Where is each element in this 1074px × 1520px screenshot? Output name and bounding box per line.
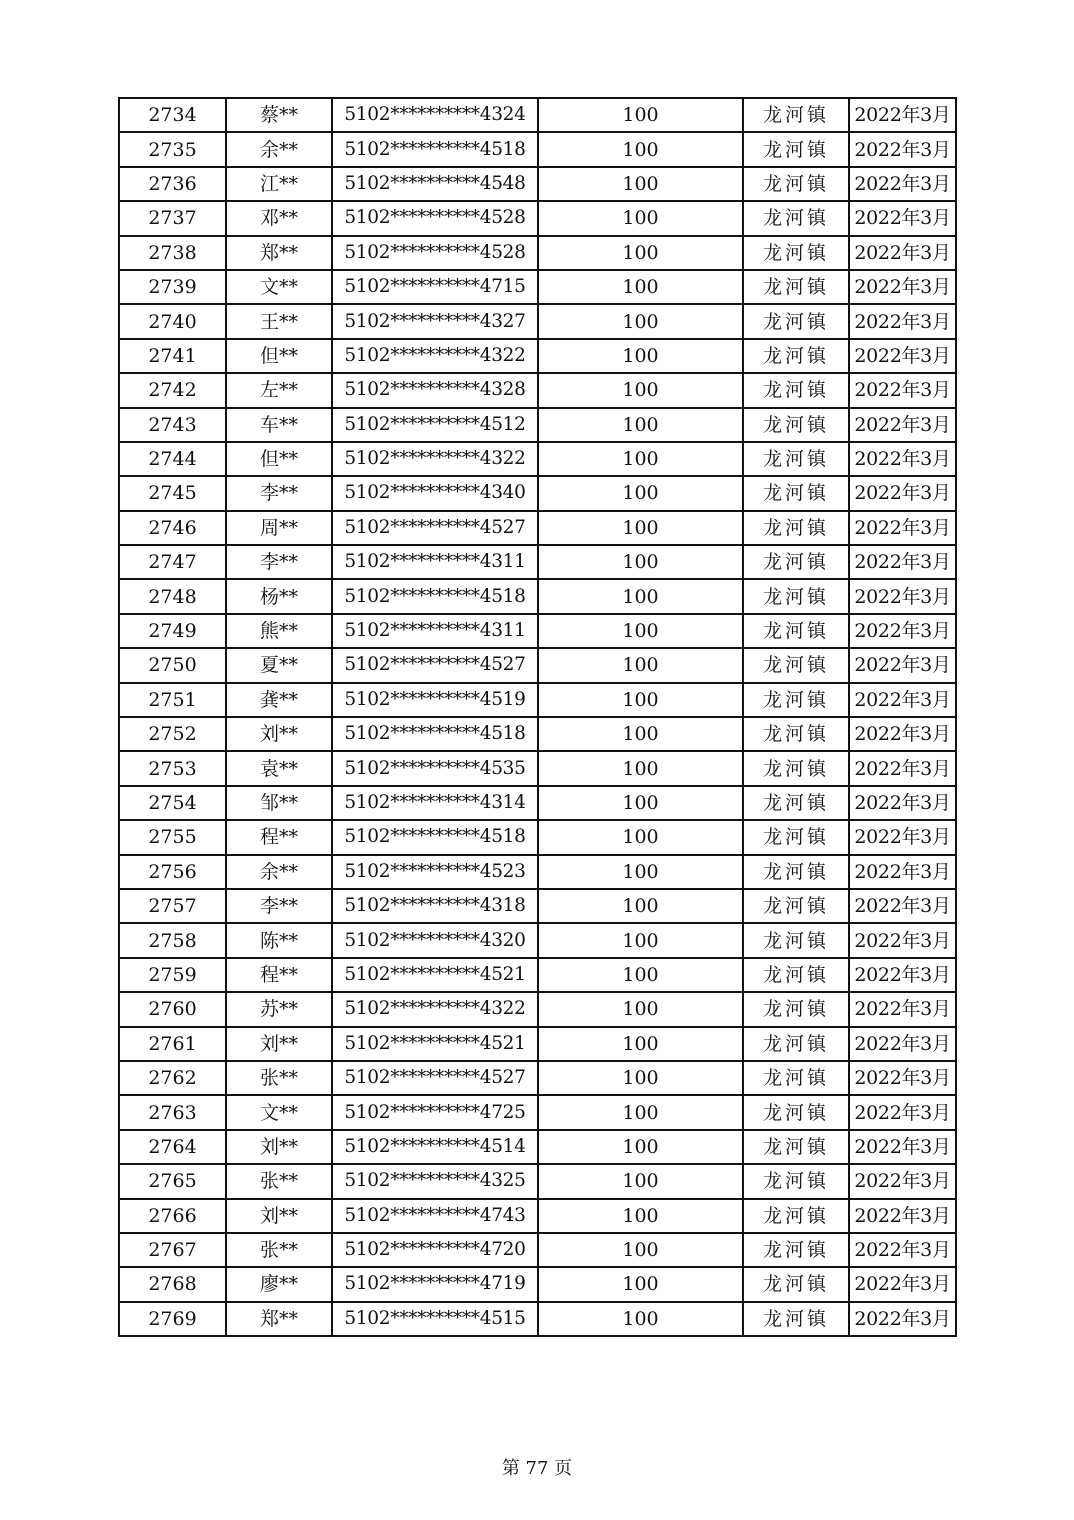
date-cell: 2022年3月 [849,717,956,751]
amount-cell: 100 [538,167,743,201]
id-number-cell: 5102**********4527 [332,1061,538,1095]
name-cell: 刘** [226,1027,332,1061]
town-cell: 龙河镇 [743,889,849,923]
id-number-cell: 5102**********4743 [332,1199,538,1233]
town-cell: 龙河镇 [743,201,849,235]
table-body [119,98,956,1336]
date-cell: 2022年3月 [849,167,956,201]
serial-number-cell: 2762 [119,1061,226,1095]
table-row [119,476,956,510]
amount-cell: 100 [538,1302,743,1336]
town-cell: 龙河镇 [743,958,849,992]
table-row [119,648,956,682]
date-cell: 2022年3月 [849,1164,956,1198]
date-cell: 2022年3月 [849,855,956,889]
town-cell: 龙河镇 [743,923,849,957]
id-number-cell: 5102**********4521 [332,1027,538,1061]
serial-number-cell: 2753 [119,751,226,785]
name-cell: 张** [226,1061,332,1095]
table-row [119,1164,956,1198]
name-cell: 张** [226,1233,332,1267]
id-number-cell: 5102**********4518 [332,717,538,751]
name-cell: 余** [226,132,332,166]
table-row [119,511,956,545]
name-cell: 龚** [226,683,332,717]
table-row [119,167,956,201]
town-cell: 龙河镇 [743,786,849,820]
id-number-cell: 5102**********4327 [332,304,538,338]
date-cell: 2022年3月 [849,1233,956,1267]
serial-number-cell: 2763 [119,1095,226,1129]
table-row [119,98,956,132]
town-cell: 龙河镇 [743,511,849,545]
table-row [119,373,956,407]
town-cell: 龙河镇 [743,476,849,510]
table-row [119,1199,956,1233]
name-cell: 但** [226,339,332,373]
serial-number-cell: 2740 [119,304,226,338]
table-row [119,1061,956,1095]
name-cell: 李** [226,889,332,923]
town-cell: 龙河镇 [743,373,849,407]
name-cell: 文** [226,1095,332,1129]
id-number-cell: 5102**********4523 [332,855,538,889]
serial-number-cell: 2734 [119,98,226,132]
amount-cell: 100 [538,442,743,476]
table-row [119,408,956,442]
name-cell: 左** [226,373,332,407]
id-number-cell: 5102**********4318 [332,889,538,923]
amount-cell: 100 [538,579,743,613]
amount-cell: 100 [538,304,743,338]
amount-cell: 100 [538,339,743,373]
serial-number-cell: 2768 [119,1267,226,1301]
serial-number-cell: 2739 [119,270,226,304]
id-number-cell: 5102**********4322 [332,442,538,476]
amount-cell: 100 [538,98,743,132]
name-cell: 余** [226,855,332,889]
town-cell: 龙河镇 [743,1027,849,1061]
table-row [119,579,956,613]
date-cell: 2022年3月 [849,1095,956,1129]
serial-number-cell: 2737 [119,201,226,235]
serial-number-cell: 2749 [119,614,226,648]
name-cell: 刘** [226,1130,332,1164]
name-cell: 车** [226,408,332,442]
date-cell: 2022年3月 [849,442,956,476]
serial-number-cell: 2746 [119,511,226,545]
name-cell: 程** [226,820,332,854]
page-number: 第 77 页 [501,1458,573,1479]
town-cell: 龙河镇 [743,1267,849,1301]
table-row [119,683,956,717]
id-number-cell: 5102**********4328 [332,373,538,407]
id-number-cell: 5102**********4314 [332,786,538,820]
name-cell: 周** [226,511,332,545]
id-number-cell: 5102**********4725 [332,1095,538,1129]
table-row [119,442,956,476]
amount-cell: 100 [538,1199,743,1233]
amount-cell: 100 [538,683,743,717]
serial-number-cell: 2751 [119,683,226,717]
id-number-cell: 5102**********4518 [332,132,538,166]
date-cell: 2022年3月 [849,579,956,613]
town-cell: 龙河镇 [743,1061,849,1095]
date-cell: 2022年3月 [849,373,956,407]
table-row [119,201,956,235]
amount-cell: 100 [538,1027,743,1061]
date-cell: 2022年3月 [849,614,956,648]
date-cell: 2022年3月 [849,1199,956,1233]
name-cell: 文** [226,270,332,304]
id-number-cell: 5102**********4518 [332,820,538,854]
town-cell: 龙河镇 [743,98,849,132]
table-row [119,1130,956,1164]
table-row [119,958,956,992]
town-cell: 龙河镇 [743,270,849,304]
amount-cell: 100 [538,614,743,648]
name-cell: 郑** [226,236,332,270]
id-number-cell: 5102**********4528 [332,201,538,235]
town-cell: 龙河镇 [743,339,849,373]
serial-number-cell: 2738 [119,236,226,270]
town-cell: 龙河镇 [743,408,849,442]
name-cell: 袁** [226,751,332,785]
name-cell: 熊** [226,614,332,648]
amount-cell: 100 [538,201,743,235]
id-number-cell: 5102**********4322 [332,992,538,1026]
table-row [119,855,956,889]
town-cell: 龙河镇 [743,132,849,166]
town-cell: 龙河镇 [743,442,849,476]
amount-cell: 100 [538,1061,743,1095]
id-number-cell: 5102**********4311 [332,545,538,579]
date-cell: 2022年3月 [849,958,956,992]
id-number-cell: 5102**********4521 [332,958,538,992]
amount-cell: 100 [538,923,743,957]
table-row [119,339,956,373]
amount-cell: 100 [538,545,743,579]
table-row [119,786,956,820]
amount-cell: 100 [538,648,743,682]
date-cell: 2022年3月 [849,201,956,235]
date-cell: 2022年3月 [849,511,956,545]
amount-cell: 100 [538,1130,743,1164]
id-number-cell: 5102**********4548 [332,167,538,201]
table-row [119,1027,956,1061]
date-cell: 2022年3月 [849,648,956,682]
id-number-cell: 5102**********4311 [332,614,538,648]
town-cell: 龙河镇 [743,683,849,717]
serial-number-cell: 2767 [119,1233,226,1267]
town-cell: 龙河镇 [743,820,849,854]
amount-cell: 100 [538,511,743,545]
id-number-cell: 5102**********4535 [332,751,538,785]
town-cell: 龙河镇 [743,1130,849,1164]
serial-number-cell: 2748 [119,579,226,613]
town-cell: 龙河镇 [743,545,849,579]
serial-number-cell: 2759 [119,958,226,992]
table-row [119,304,956,338]
name-cell: 李** [226,545,332,579]
amount-cell: 100 [538,132,743,166]
id-number-cell: 5102**********4528 [332,236,538,270]
amount-cell: 100 [538,958,743,992]
name-cell: 程** [226,958,332,992]
serial-number-cell: 2765 [119,1164,226,1198]
amount-cell: 100 [538,855,743,889]
date-cell: 2022年3月 [849,236,956,270]
date-cell: 2022年3月 [849,923,956,957]
serial-number-cell: 2744 [119,442,226,476]
id-number-cell: 5102**********4320 [332,923,538,957]
id-number-cell: 5102**********4518 [332,579,538,613]
town-cell: 龙河镇 [743,1164,849,1198]
amount-cell: 100 [538,476,743,510]
name-cell: 张** [226,1164,332,1198]
id-number-cell: 5102**********4340 [332,476,538,510]
amount-cell: 100 [538,751,743,785]
subsidy-roster-table [118,97,957,1337]
name-cell: 江** [226,167,332,201]
serial-number-cell: 2756 [119,855,226,889]
table-row [119,751,956,785]
table-row [119,717,956,751]
amount-cell: 100 [538,1233,743,1267]
id-number-cell: 5102**********4527 [332,511,538,545]
table-row [119,1302,956,1336]
serial-number-cell: 2741 [119,339,226,373]
town-cell: 龙河镇 [743,579,849,613]
name-cell: 刘** [226,717,332,751]
town-cell: 龙河镇 [743,167,849,201]
name-cell: 刘** [226,1199,332,1233]
table-row [119,614,956,648]
id-number-cell: 5102**********4515 [332,1302,538,1336]
name-cell: 郑** [226,1302,332,1336]
town-cell: 龙河镇 [743,855,849,889]
date-cell: 2022年3月 [849,786,956,820]
amount-cell: 100 [538,1164,743,1198]
date-cell: 2022年3月 [849,408,956,442]
amount-cell: 100 [538,408,743,442]
name-cell: 李** [226,476,332,510]
amount-cell: 100 [538,1267,743,1301]
id-number-cell: 5102**********4324 [332,98,538,132]
serial-number-cell: 2735 [119,132,226,166]
id-number-cell: 5102**********4527 [332,648,538,682]
date-cell: 2022年3月 [849,1130,956,1164]
name-cell: 杨** [226,579,332,613]
table-row [119,132,956,166]
date-cell: 2022年3月 [849,1027,956,1061]
amount-cell: 100 [538,889,743,923]
date-cell: 2022年3月 [849,1267,956,1301]
town-cell: 龙河镇 [743,1302,849,1336]
amount-cell: 100 [538,1095,743,1129]
serial-number-cell: 2760 [119,992,226,1026]
date-cell: 2022年3月 [849,889,956,923]
serial-number-cell: 2761 [119,1027,226,1061]
table-row [119,236,956,270]
date-cell: 2022年3月 [849,270,956,304]
town-cell: 龙河镇 [743,648,849,682]
table-row [119,1233,956,1267]
name-cell: 王** [226,304,332,338]
name-cell: 苏** [226,992,332,1026]
serial-number-cell: 2766 [119,1199,226,1233]
date-cell: 2022年3月 [849,98,956,132]
amount-cell: 100 [538,820,743,854]
serial-number-cell: 2750 [119,648,226,682]
serial-number-cell: 2747 [119,545,226,579]
table-row [119,889,956,923]
serial-number-cell: 2745 [119,476,226,510]
table-row [119,992,956,1026]
date-cell: 2022年3月 [849,339,956,373]
town-cell: 龙河镇 [743,236,849,270]
town-cell: 龙河镇 [743,1233,849,1267]
date-cell: 2022年3月 [849,751,956,785]
serial-number-cell: 2769 [119,1302,226,1336]
id-number-cell: 5102**********4519 [332,683,538,717]
amount-cell: 100 [538,786,743,820]
town-cell: 龙河镇 [743,614,849,648]
date-cell: 2022年3月 [849,304,956,338]
id-number-cell: 5102**********4512 [332,408,538,442]
name-cell: 邹** [226,786,332,820]
table-row [119,270,956,304]
amount-cell: 100 [538,992,743,1026]
town-cell: 龙河镇 [743,1199,849,1233]
name-cell: 夏** [226,648,332,682]
amount-cell: 100 [538,236,743,270]
town-cell: 龙河镇 [743,992,849,1026]
date-cell: 2022年3月 [849,1302,956,1336]
date-cell: 2022年3月 [849,992,956,1026]
town-cell: 龙河镇 [743,717,849,751]
amount-cell: 100 [538,717,743,751]
serial-number-cell: 2755 [119,820,226,854]
date-cell: 2022年3月 [849,683,956,717]
serial-number-cell: 2754 [119,786,226,820]
serial-number-cell: 2752 [119,717,226,751]
date-cell: 2022年3月 [849,820,956,854]
serial-number-cell: 2743 [119,408,226,442]
amount-cell: 100 [538,270,743,304]
id-number-cell: 5102**********4325 [332,1164,538,1198]
id-number-cell: 5102**********4322 [332,339,538,373]
serial-number-cell: 2742 [119,373,226,407]
name-cell: 邓** [226,201,332,235]
serial-number-cell: 2736 [119,167,226,201]
table-row [119,1095,956,1129]
id-number-cell: 5102**********4514 [332,1130,538,1164]
name-cell: 但** [226,442,332,476]
serial-number-cell: 2764 [119,1130,226,1164]
table-row [119,1267,956,1301]
town-cell: 龙河镇 [743,1095,849,1129]
table-row [119,545,956,579]
amount-cell: 100 [538,373,743,407]
table-row [119,820,956,854]
date-cell: 2022年3月 [849,132,956,166]
town-cell: 龙河镇 [743,751,849,785]
serial-number-cell: 2758 [119,923,226,957]
date-cell: 2022年3月 [849,545,956,579]
table-row [119,923,956,957]
id-number-cell: 5102**********4720 [332,1233,538,1267]
id-number-cell: 5102**********4715 [332,270,538,304]
town-cell: 龙河镇 [743,304,849,338]
date-cell: 2022年3月 [849,1061,956,1095]
name-cell: 廖** [226,1267,332,1301]
id-number-cell: 5102**********4719 [332,1267,538,1301]
name-cell: 蔡** [226,98,332,132]
name-cell: 陈** [226,923,332,957]
date-cell: 2022年3月 [849,476,956,510]
serial-number-cell: 2757 [119,889,226,923]
